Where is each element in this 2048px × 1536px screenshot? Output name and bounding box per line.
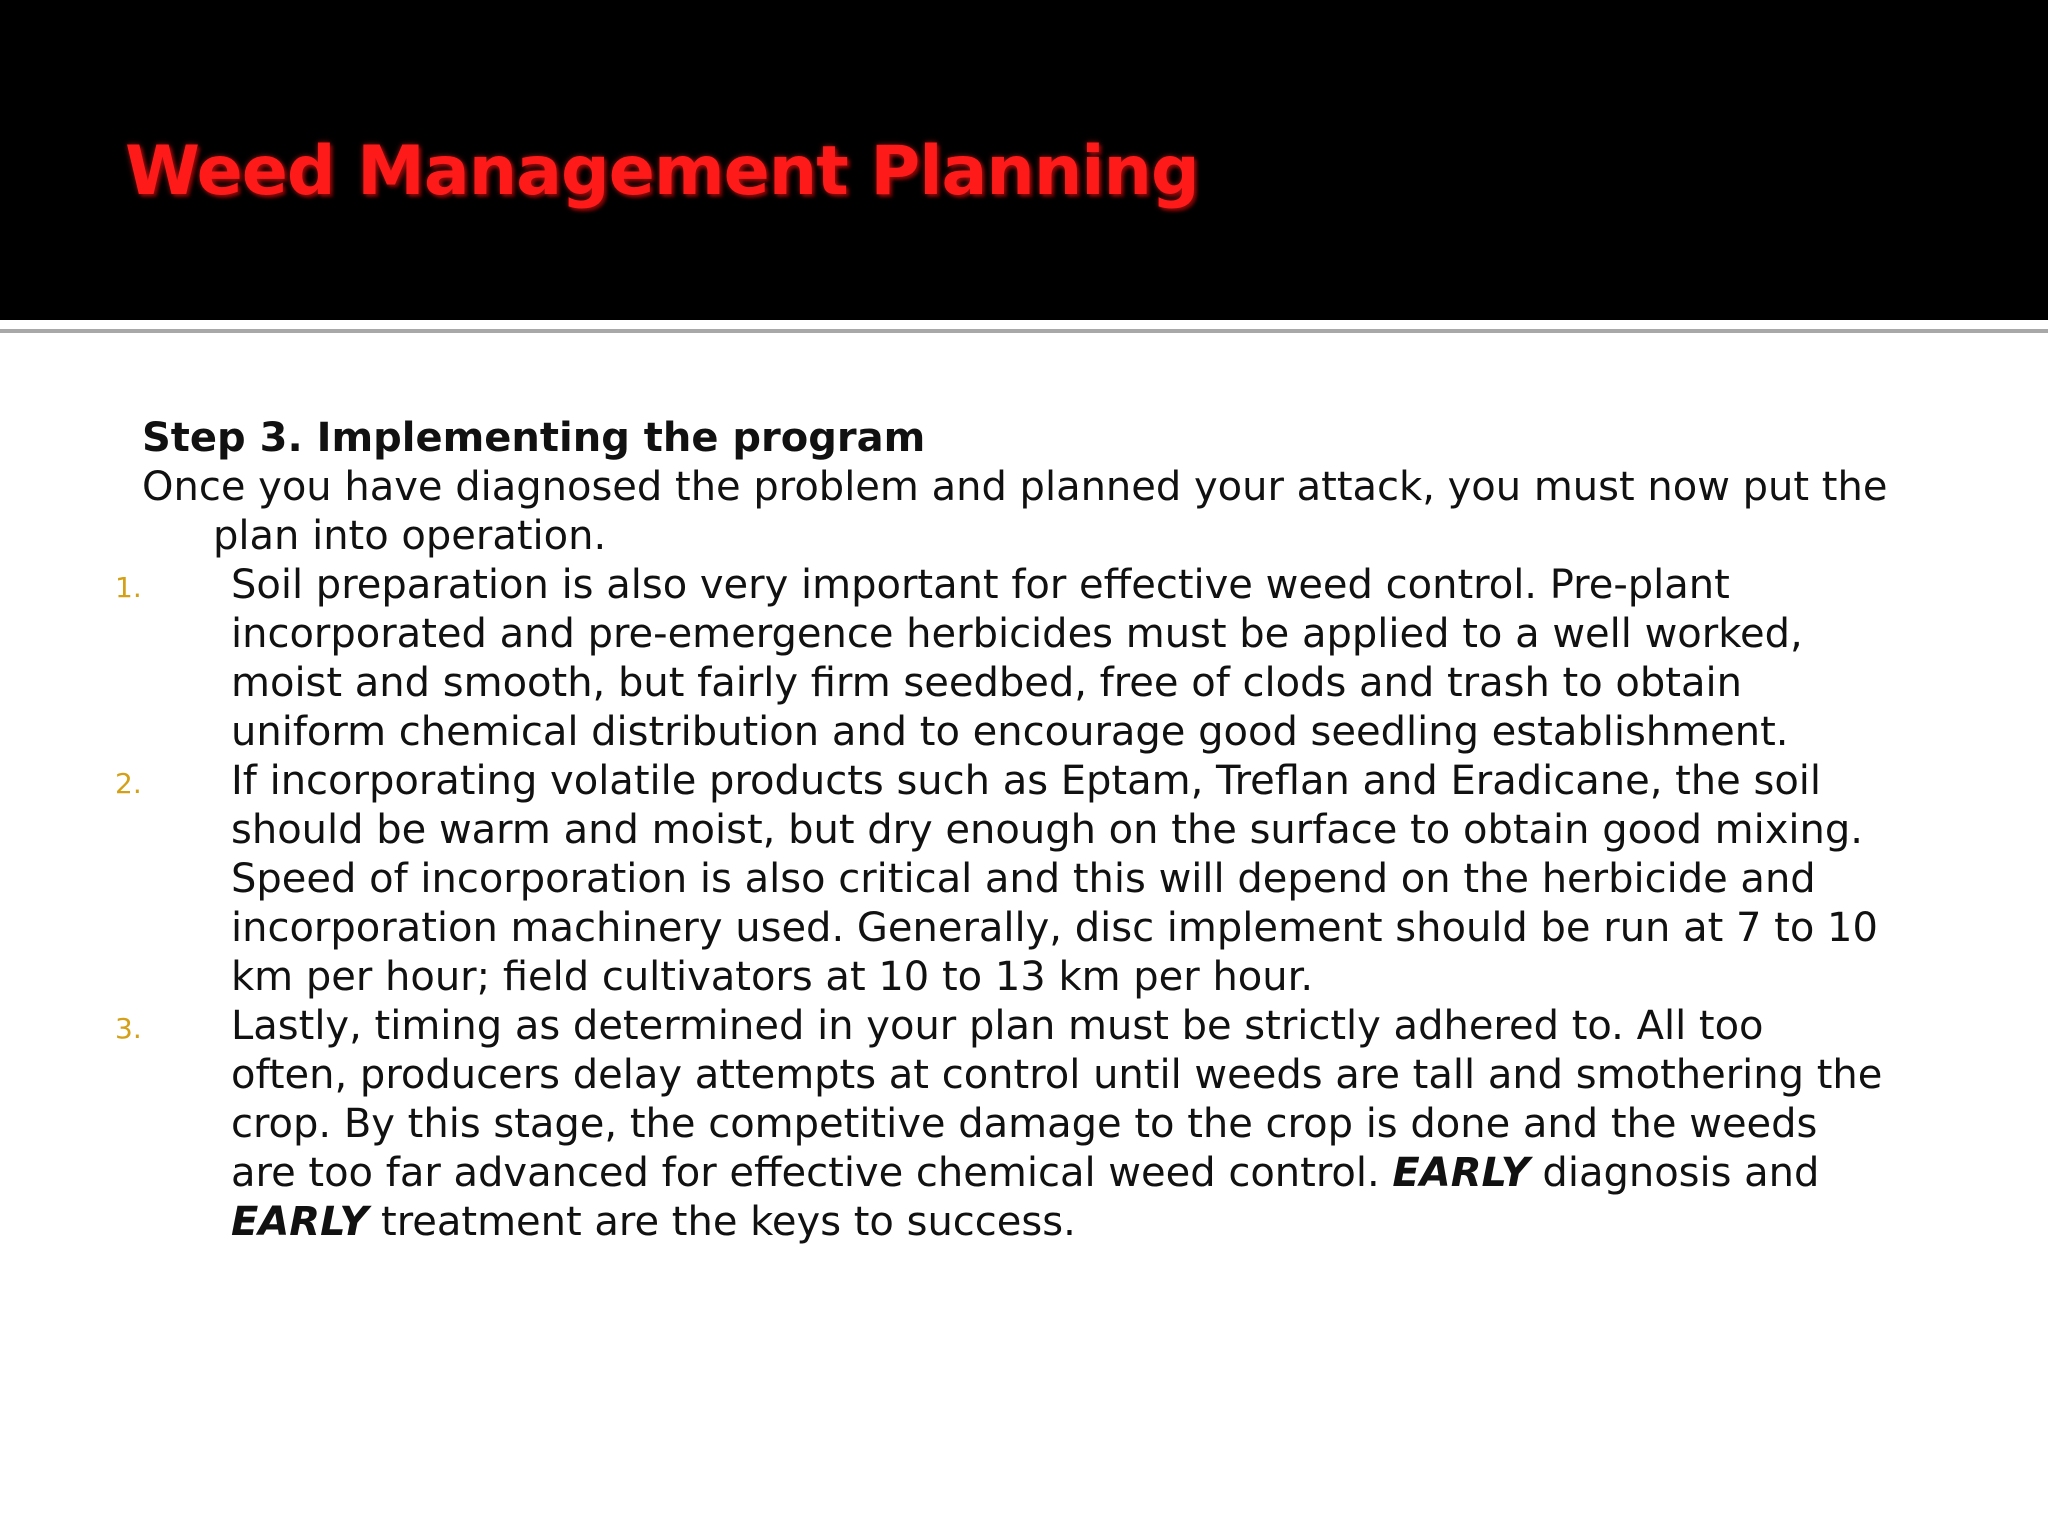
- list-item-text: Lastly, timing as determined in your plan must be strictly adhered to. All too often, producers delay attempts at control until weeds are tall and smothering the crop. By this stage, the competitive damage to the crop is done and the weeds are too far advanced for effective chemical weed control.: [231, 1003, 1883, 1196]
- list-number: 2.: [115, 767, 142, 800]
- slide-title: Weed Management Planning: [125, 132, 1199, 211]
- title-bar: [0, 0, 2048, 320]
- intro-paragraph: Once you have diagnosed the problem and planned your attack, you must now put the plan into operation.: [142, 464, 1888, 559]
- list-item-text: Soil preparation is also very important for effective weed control. Pre-plant incorporated and pre-emergence herbicides must be applied to a well worked, moist and smooth, but fairly firm seedbed, free of clods and trash to obtain uniform chemical distribution and to encourage good seedling establishment.: [231, 562, 1803, 755]
- slide-body: [115, 414, 1892, 1247]
- emphasis-early-treatment: EARLY: [231, 1199, 369, 1245]
- list-number: 3.: [115, 1012, 142, 1045]
- list-item-text-middle: diagnosis and: [1529, 1150, 1820, 1196]
- list-item-text-end: treatment are the keys to success.: [368, 1199, 1076, 1245]
- list-item-text: If incorporating volatile products such as Eptam, Treflan and Eradicane, the soil should be warm and moist, but dry enough on the surface to obtain good mixing. Speed of incorporation is also critical and this will depend on the herbicide and incorporation machinery used. Generally, disc implement should be run at 7 to 10 km per hour; field cultivators at 10 to 13 km per hour.: [231, 758, 1878, 1000]
- list-number: 1.: [115, 571, 142, 604]
- emphasis-early-diagnosis: EARLY: [1392, 1150, 1530, 1196]
- numbered-list: [115, 561, 1892, 1247]
- list-item-incorporation: [115, 757, 1892, 1002]
- list-item-timing: [115, 1002, 1892, 1247]
- title-divider: [0, 329, 2048, 333]
- list-item-soil-preparation: [115, 561, 1892, 757]
- step-heading: Step 3. Implementing the program: [142, 415, 926, 461]
